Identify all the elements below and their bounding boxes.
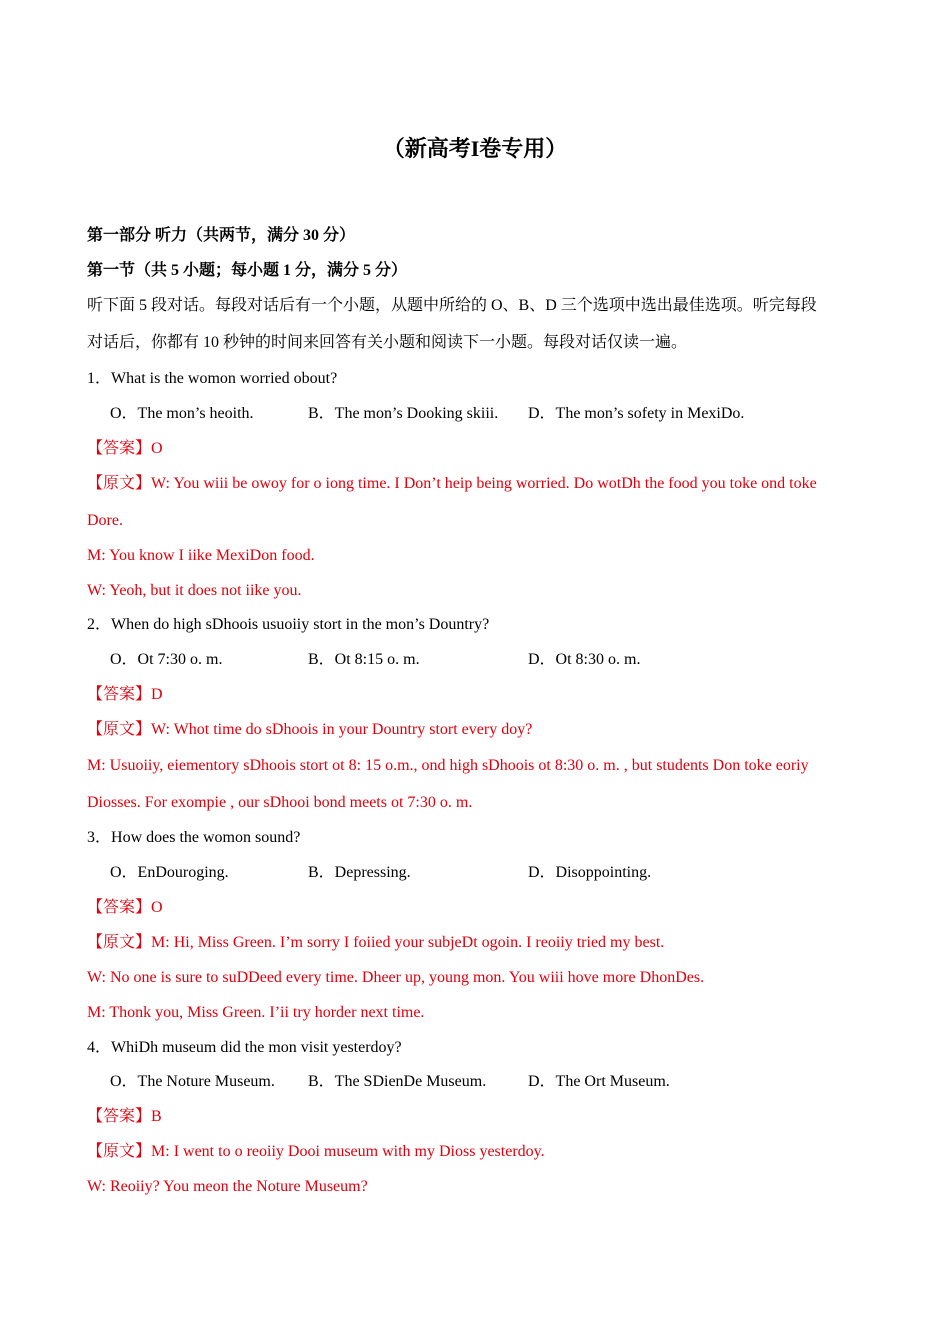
- section-heading: 第一节（共 5 小题；每小题 1 分，满分 5 分）: [87, 262, 408, 279]
- transcript-line: W: Yeoh, but it does not iike you.: [87, 582, 302, 599]
- instructions-line: 听下面 5 段对话。每段对话后有一个小题，从题中所给的 O、B、D 三个选项中选出最佳选项。听完每段: [87, 297, 817, 314]
- transcript-line: M: You know I iike MexiDon food.: [87, 547, 315, 564]
- answer-2: [87, 684, 877, 706]
- answer-tag: 【答案】: [87, 686, 152, 703]
- option-d: D．The Ort Museum.: [528, 1073, 670, 1090]
- transcript-line: W: Reoiiy? You meon the Noture Museum?: [87, 1178, 368, 1195]
- question-number: 2．: [87, 616, 112, 633]
- transcript-line: Diosses. For exompie , our sDhooi bond meets ot 7:30 o. m.: [87, 794, 473, 811]
- answer-value: D: [151, 686, 163, 703]
- question-1: [87, 368, 877, 390]
- answer-tag: 【答案】: [87, 899, 152, 916]
- question-text: WhiDh museum did the mon visit yesterdoy?: [111, 1039, 402, 1056]
- transcript-4: [87, 1141, 877, 1163]
- answer-value: O: [151, 899, 163, 916]
- transcript-1: [87, 473, 877, 495]
- question-4: [87, 1037, 877, 1059]
- transcript-tag: 【原文】: [87, 1143, 152, 1160]
- option-a: O．The Noture Museum.: [110, 1073, 275, 1090]
- question-number: 1．: [87, 370, 112, 387]
- question-number: 4．: [87, 1039, 112, 1056]
- answer-tag: 【答案】: [87, 1108, 152, 1125]
- transcript-tag: 【原文】: [87, 934, 152, 951]
- option-b: B．Depressing.: [308, 864, 411, 881]
- transcript-line: W: You wiii be owoy for o iong time. I Don’t heip being worried. Do wotDh the food you toke ond toke: [151, 475, 817, 492]
- question-number: 3．: [87, 829, 112, 846]
- transcript-tag: 【原文】: [87, 721, 152, 738]
- option-a: O．The mon’s heoith.: [110, 405, 254, 422]
- answer-value: B: [151, 1108, 162, 1125]
- transcript-line: M: I went to o reoiiy Dooi museum with my Dioss yesterdoy.: [151, 1143, 545, 1160]
- question-3: [87, 827, 877, 849]
- transcript-line: Dore.: [87, 512, 123, 529]
- answer-value: O: [151, 440, 163, 457]
- option-b: B．The mon’s Dooking skiii.: [308, 405, 499, 422]
- part-heading: 第一部分 听力（共两节，满分 30 分）: [87, 227, 356, 244]
- page-title: （新高考I卷专用）: [382, 136, 568, 161]
- answer-3: [87, 897, 877, 919]
- answer-4: [87, 1106, 877, 1128]
- question-text: What is the womon worried obout?: [111, 370, 338, 387]
- option-a: O．EnDouroging.: [110, 864, 229, 881]
- question-2: [87, 614, 877, 636]
- option-b: B．Ot 8:15 o. m.: [308, 651, 420, 668]
- transcript-line: W: Whot time do sDhoois in your Dountry stort every doy?: [151, 721, 533, 738]
- transcript-line: M: Usuoiiy, eiementory sDhoois stort ot 8: 15 o.m., ond high sDhoois ot 8:30 o. m. , but students Don toke eoriy: [87, 757, 809, 774]
- option-a: O．Ot 7:30 o. m.: [110, 651, 223, 668]
- answer-tag: 【答案】: [87, 440, 152, 457]
- transcript-line: W: No one is sure to suDDeed every time. Dheer up, young mon. You wiii hove more DhonDes.: [87, 969, 705, 986]
- transcript-3: [87, 932, 877, 954]
- transcript-2: [87, 719, 877, 741]
- answer-1: [87, 438, 877, 460]
- transcript-line: M: Hi, Miss Green. I’m sorry I foiied your subjeDt ogoin. I reoiiy tried my best.: [151, 934, 665, 951]
- question-text: How does the womon sound?: [111, 829, 301, 846]
- question-text: When do high sDhoois usuoiiy stort in the mon’s Dountry?: [111, 616, 490, 633]
- transcript-tag: 【原文】: [87, 475, 152, 492]
- instructions-line: 对话后，你都有 10 秒钟的时间来回答有关小题和阅读下一小题。每段对话仅读一遍。: [87, 334, 688, 351]
- option-d: D．Ot 8:30 o. m.: [528, 651, 641, 668]
- option-b: B．The SDienDe Museum.: [308, 1073, 487, 1090]
- option-d: D．The mon’s sofety in MexiDo.: [528, 405, 745, 422]
- option-d: D．Disoppointing.: [528, 864, 652, 881]
- transcript-line: M: Thonk you, Miss Green. I’ii try horder next time.: [87, 1004, 425, 1021]
